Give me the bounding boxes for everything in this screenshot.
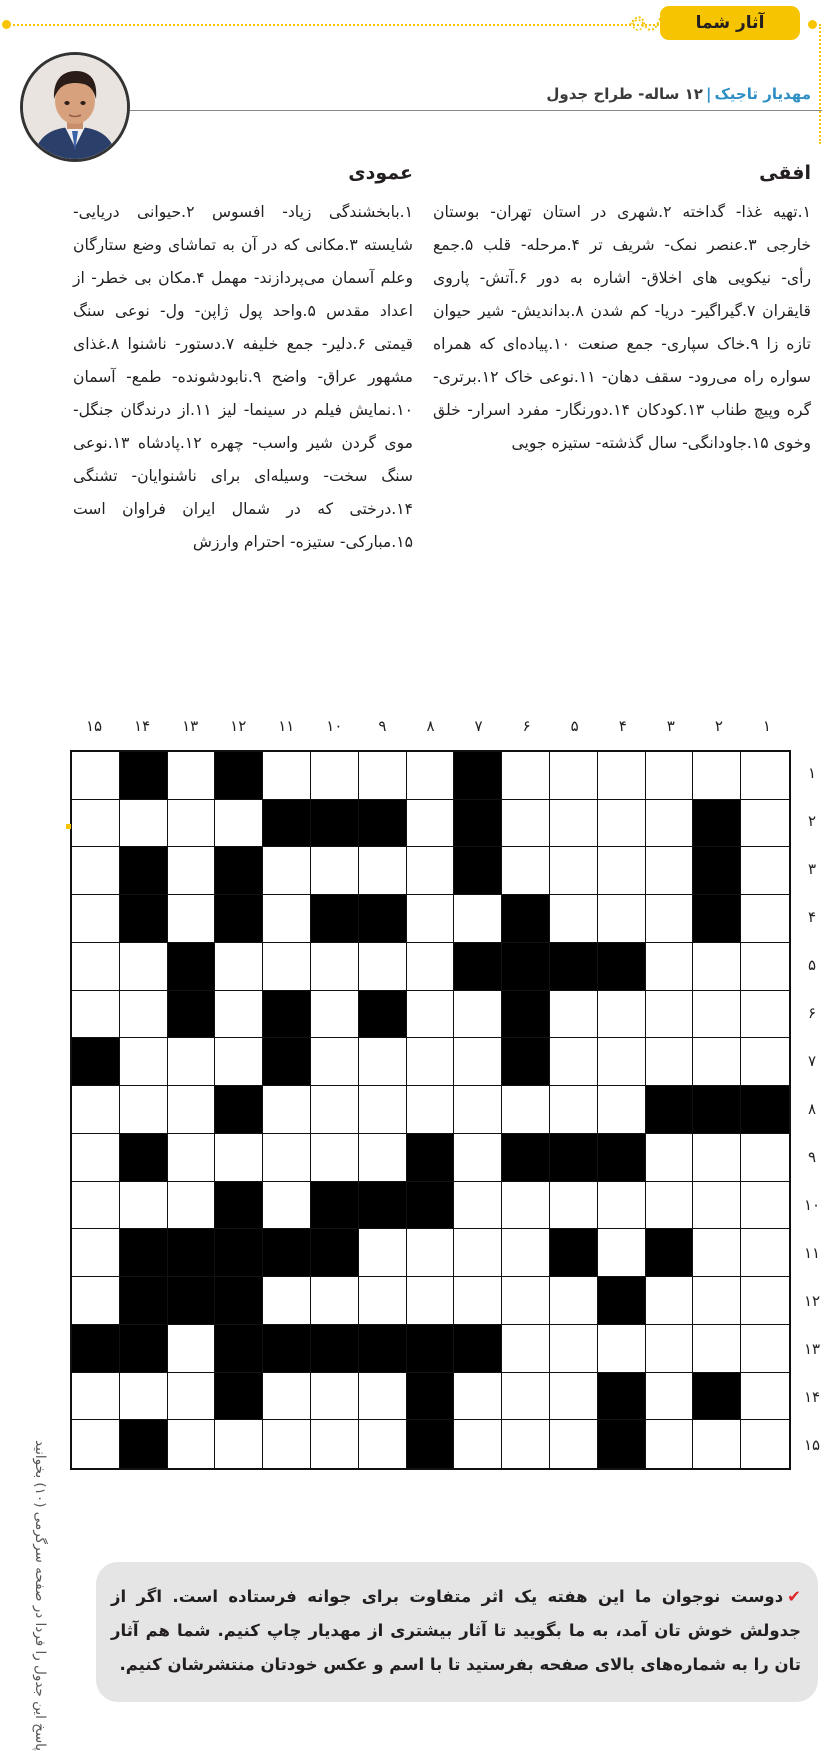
grid-cell-white[interactable] [359, 1277, 407, 1325]
grid-cell-white[interactable] [598, 752, 646, 800]
grid-cell-black [215, 1373, 263, 1421]
grid-cell-black [693, 1086, 741, 1134]
grid-cell-white[interactable] [741, 1325, 789, 1373]
grid-cell-white[interactable] [693, 1134, 741, 1182]
grid-cell-white[interactable] [263, 1134, 311, 1182]
grid-cell-white[interactable] [407, 800, 455, 848]
grid-cell-black [693, 800, 741, 848]
grid-cell-white[interactable] [359, 1038, 407, 1086]
grid-cell-white[interactable] [359, 1420, 407, 1468]
grid-cell-white[interactable] [311, 943, 359, 991]
answer-note [30, 1440, 50, 1751]
author-avatar [20, 52, 130, 162]
grid-cell-black [598, 943, 646, 991]
down-title: عمودی [348, 162, 413, 184]
grid-cell-white[interactable] [168, 1373, 216, 1421]
grid-cell-black [693, 847, 741, 895]
column-number: ۹ [378, 717, 387, 735]
answer-note-text: پاسخ این جدول را فردا در صفحه سرگرمی (۱۰) بخوانید [32, 1440, 48, 1751]
grid-cell-black [72, 1038, 120, 1086]
grid-cell-white[interactable] [646, 1373, 694, 1421]
grid-cell-black [407, 1325, 455, 1373]
grid-cell-white[interactable] [263, 943, 311, 991]
grid-cell-black [215, 1086, 263, 1134]
grid-cell-white[interactable] [311, 1038, 359, 1086]
column-number: ۱۲ [230, 717, 247, 735]
grid-cell-white[interactable] [72, 1134, 120, 1182]
grid-cell-white[interactable] [693, 1420, 741, 1468]
author-caption [546, 85, 811, 103]
grid-cell-black [120, 847, 168, 895]
grid-cell-black [502, 1038, 550, 1086]
grid-cell-white[interactable] [359, 1373, 407, 1421]
grid-cell-black [168, 1277, 216, 1325]
grid-cell-white[interactable] [407, 752, 455, 800]
grid-cell-white[interactable] [168, 847, 216, 895]
grid-cell-white[interactable] [646, 1134, 694, 1182]
grid-cell-black [263, 1229, 311, 1277]
grid-cell-white[interactable] [598, 991, 646, 1039]
down-clues: ۱.بابخشندگی زیاد- افسوس ۲.حیوانی دریایی- شایسته ۳.مکانی که در آن به تماشای وضع ستارگان وعلم آسمان می‌پردازند- مهمل ۴.مکان بی خطر- از اعداد مقدس ۵.واحد پول ژاپن- ول- نوعی سنگ قیمتی ۶.دلیر- جمع خلیفه ۷.دستور- ناشنوا ۸.غذای مشهور عراق- واضح ۹.نابودشونده- طمع- آسمان ۱۰.نمایش فیلم در سینما- لیز ۱۱.از درندگان جنگل- موی گردن شیر واسب- چهره ۱۲.پادشاه ۱۳.نوعی سنگ سخت- وسیله‌ای برای ناشنوایان- تشنگی ۱۴.درختی که در شمال ایران فراوان است ۱۵.مبارکی- ستیزه- احترام وارزش [73, 203, 414, 551]
section-title: آثار شما [695, 13, 765, 33]
grid-cell-white[interactable] [741, 1373, 789, 1421]
grid-cell-white[interactable] [407, 943, 455, 991]
column-number: ۷ [474, 717, 483, 735]
column-number: ۱۰ [326, 717, 343, 735]
grid-cell-white[interactable] [120, 1373, 168, 1421]
grid-cell-white[interactable] [168, 895, 216, 943]
grid-cell-black [215, 1182, 263, 1230]
row-number: ۲ [807, 812, 817, 830]
grid-cell-white[interactable] [263, 895, 311, 943]
grid-cell-white[interactable] [502, 847, 550, 895]
grid-cell-white[interactable] [693, 991, 741, 1039]
author-meta: ۱۲ ساله- طراح جدول [546, 85, 703, 103]
grid-cell-white[interactable] [454, 1182, 502, 1230]
grid-cell-white[interactable] [120, 1086, 168, 1134]
grid-cell-black [120, 1277, 168, 1325]
grid-cell-black [120, 1134, 168, 1182]
column-number: ۲ [714, 717, 723, 735]
grid-cell-black [646, 1229, 694, 1277]
grid-cell-white[interactable] [311, 1420, 359, 1468]
grid-cell-black [311, 1229, 359, 1277]
column-number: ۱۱ [278, 717, 295, 735]
grid-cell-white[interactable] [741, 800, 789, 848]
grid-cell-white[interactable] [311, 991, 359, 1039]
grid-cell-white[interactable] [550, 1420, 598, 1468]
grid-cell-black [263, 800, 311, 848]
grid-cell-black [598, 1373, 646, 1421]
grid-cell-white[interactable] [72, 895, 120, 943]
grid-cell-white[interactable] [598, 847, 646, 895]
grid-cell-white[interactable] [550, 1182, 598, 1230]
grid-cell-white[interactable] [407, 1277, 455, 1325]
grid-cell-black [502, 1134, 550, 1182]
grid-cell-white[interactable] [407, 991, 455, 1039]
grid-cell-white[interactable] [311, 752, 359, 800]
grid-cell-white[interactable] [168, 1086, 216, 1134]
grid-cell-white[interactable] [502, 1086, 550, 1134]
row-number: ۱۳ [803, 1340, 821, 1358]
grid-cell-white[interactable] [454, 1134, 502, 1182]
grid-cell-black [215, 847, 263, 895]
grid-cell-white[interactable] [741, 1134, 789, 1182]
grid-cell-black [454, 943, 502, 991]
grid-cell-white[interactable] [502, 1182, 550, 1230]
header-dotted-vertical [819, 24, 831, 144]
grid-cell-white[interactable] [741, 1229, 789, 1277]
grid-cell-white[interactable] [120, 991, 168, 1039]
grid-cell-white[interactable] [598, 1086, 646, 1134]
row-number: ۶ [807, 1004, 817, 1022]
grid-cell-black [359, 991, 407, 1039]
grid-cell-white[interactable] [646, 1277, 694, 1325]
grid-cell-black [454, 752, 502, 800]
grid-cell-white[interactable] [407, 895, 455, 943]
column-number: ۱۴ [134, 717, 151, 735]
row-number: ۱۵ [803, 1436, 821, 1454]
grid-cell-black [550, 1134, 598, 1182]
avatar-portrait-icon [23, 55, 127, 159]
grid-cell-white[interactable] [550, 752, 598, 800]
grid-cell-black [407, 1373, 455, 1421]
grid-cell-white[interactable] [741, 1420, 789, 1468]
section-title-tab [660, 6, 800, 40]
grid-cell-black [263, 991, 311, 1039]
grid-cell-white[interactable] [550, 847, 598, 895]
grid-cell-white[interactable] [502, 800, 550, 848]
grid-cell-white[interactable] [72, 1373, 120, 1421]
grid-cell-white[interactable] [502, 752, 550, 800]
grid-cell-white[interactable] [741, 1182, 789, 1230]
check-icon: ✔ [787, 1587, 801, 1606]
grid-cell-black [311, 1182, 359, 1230]
grid-cell-white[interactable] [598, 895, 646, 943]
grid-cell-black [215, 1229, 263, 1277]
row-number: ۱۲ [803, 1292, 821, 1310]
grid-cell-white[interactable] [693, 752, 741, 800]
grid-cell-white[interactable] [646, 752, 694, 800]
grid-cell-white[interactable] [215, 1038, 263, 1086]
grid-cell-white[interactable] [359, 943, 407, 991]
grid-cell-white[interactable] [72, 1182, 120, 1230]
grid-cell-white[interactable] [502, 1277, 550, 1325]
grid-cell-white[interactable] [598, 1038, 646, 1086]
header-dotted-rule [8, 24, 663, 26]
row-number: ۹ [807, 1148, 817, 1166]
grid-cell-white[interactable] [359, 1134, 407, 1182]
grid-cell-white[interactable] [407, 1229, 455, 1277]
grid-cell-black [263, 1038, 311, 1086]
grid-cell-black [359, 800, 407, 848]
grid-cell-black [120, 752, 168, 800]
grid-cell-black [120, 1229, 168, 1277]
grid-cell-white[interactable] [646, 1325, 694, 1373]
grid-cell-black [120, 895, 168, 943]
grid-cell-white[interactable] [502, 1420, 550, 1468]
grid-cell-white[interactable] [359, 1086, 407, 1134]
grid-cell-white[interactable] [454, 1277, 502, 1325]
grid-cell-white[interactable] [454, 1038, 502, 1086]
grid-cell-black [741, 1086, 789, 1134]
grid-cell-white[interactable] [72, 1086, 120, 1134]
grid-cell-white[interactable] [550, 1373, 598, 1421]
grid-cell-white[interactable] [741, 1277, 789, 1325]
author-name: مهدیار تاجیک [714, 85, 811, 103]
grid-cell-black [407, 1420, 455, 1468]
grid-cell-white[interactable] [311, 847, 359, 895]
column-number: ۱ [762, 717, 771, 735]
row-number: ۷ [807, 1052, 817, 1070]
grid-cell-black [550, 1229, 598, 1277]
grid-cell-white[interactable] [215, 943, 263, 991]
grid-cell-white[interactable] [263, 1420, 311, 1468]
grid-cell-black [598, 1134, 646, 1182]
grid-cell-black [215, 752, 263, 800]
row-number: ۱۴ [803, 1388, 821, 1406]
grid-cell-white[interactable] [311, 1373, 359, 1421]
grid-cell-white[interactable] [72, 1277, 120, 1325]
grid-cell-white[interactable] [168, 1325, 216, 1373]
grid-cell-white[interactable] [263, 752, 311, 800]
grid-cell-white[interactable] [693, 943, 741, 991]
grid-cell-white[interactable] [311, 1277, 359, 1325]
grid-cell-white[interactable] [646, 1038, 694, 1086]
grid-cell-white[interactable] [72, 991, 120, 1039]
grid-cell-white[interactable] [72, 1229, 120, 1277]
grid-cell-white[interactable] [550, 1086, 598, 1134]
grid-cell-white[interactable] [168, 1134, 216, 1182]
grid-cell-black [359, 1325, 407, 1373]
grid-cell-white[interactable] [168, 800, 216, 848]
grid-cell-white[interactable] [502, 1229, 550, 1277]
grid-cell-white[interactable] [550, 1038, 598, 1086]
grid-cell-white[interactable] [168, 1420, 216, 1468]
grid-cell-white[interactable] [550, 800, 598, 848]
column-number: ۳ [666, 717, 675, 735]
grid-cell-white[interactable] [598, 800, 646, 848]
grid-cell-white[interactable] [215, 800, 263, 848]
grid-cell-white[interactable] [693, 1038, 741, 1086]
grid-cell-white[interactable] [168, 1038, 216, 1086]
column-number: ۴ [618, 717, 627, 735]
grid-cell-white[interactable] [215, 1134, 263, 1182]
row-number: ۱ [807, 764, 817, 782]
across-clues: ۱.تهیه غذا- گداخته ۲.شهری در استان تهران- بوستان خارجی ۳.عنصر نمک- شریف تر ۴.مرحله- قلب ۵.جمع رأی- نیکویی های اخلاق- اشاره به دور ۶.آتش- پاروی قایقران ۷.گیراگیر- دریا- کم شدن ۸.بداندیش- شیر حیوان تازه زا ۹.خاک سپاری- جمع صنعت ۱۰.پیاده‌ای که همراه سواره راه می‌رود- سقف دهان- ۱۱.نوعی خاک ۱۲.برتری- گره وپیچ طناب ۱۳.کودکان ۱۴.دورنگار- مفرد اسرار- خلق وخوی ۱۵.جاودانگی- سال گذشته- ستیزه جویی [433, 203, 812, 452]
grid-cell-white[interactable] [646, 895, 694, 943]
grid-cell-white[interactable] [550, 1277, 598, 1325]
grid-cell-white[interactable] [263, 1086, 311, 1134]
grid-cell-white[interactable] [263, 1373, 311, 1421]
grid-cell-white[interactable] [359, 1229, 407, 1277]
grid-cell-white[interactable] [693, 1229, 741, 1277]
grid-cell-white[interactable] [263, 1182, 311, 1230]
grid-cell-white[interactable] [454, 1420, 502, 1468]
row-number: ۵ [807, 956, 817, 974]
grid-cell-white[interactable] [598, 1325, 646, 1373]
column-number: ۵ [570, 717, 579, 735]
grid-cell-white[interactable] [168, 1182, 216, 1230]
grid-cell-black [454, 800, 502, 848]
grid-cell-white[interactable] [454, 895, 502, 943]
grid-cell-black [502, 991, 550, 1039]
grid-cell-white[interactable] [741, 847, 789, 895]
grid-cell-white[interactable] [263, 1277, 311, 1325]
grid-cell-white[interactable] [72, 800, 120, 848]
author-underline [130, 110, 822, 111]
grid-cell-black [407, 1134, 455, 1182]
grid-cell-white[interactable] [72, 1420, 120, 1468]
across-title: افقی [759, 162, 811, 184]
grid-cell-white[interactable] [646, 1182, 694, 1230]
grid-cell-black [215, 1277, 263, 1325]
grid-cell-black [550, 943, 598, 991]
grid-cell-white[interactable] [407, 1038, 455, 1086]
grid-cell-white[interactable] [454, 1086, 502, 1134]
grid-cell-black [359, 1182, 407, 1230]
message-body: دوست نوجوان ما این هفته یک اثر متفاوت برای جوانه فرستاده است. اگر از جدولش خوش تان آمد، به ما بگویید تا آثار بیشتری از مهدیار چاپ کنیم. شما هم آثار تان را به شماره‌های بالای صفحه بفرستید تا با اسم و عکس خودتان منتشرشان کنیم. [111, 1587, 801, 1674]
grid-cell-black [646, 1086, 694, 1134]
grid-cell-black [311, 800, 359, 848]
grid-cell-white[interactable] [454, 991, 502, 1039]
grid-cell-black [120, 1420, 168, 1468]
grid-cell-white[interactable] [120, 1038, 168, 1086]
row-number: ۳ [807, 860, 817, 878]
grid-cell-white[interactable] [72, 752, 120, 800]
row-number: ۱۱ [803, 1244, 821, 1262]
column-number: ۶ [522, 717, 531, 735]
grid-cell-white[interactable] [693, 1325, 741, 1373]
header-dot-right [808, 20, 817, 29]
grid-cell-black [72, 1325, 120, 1373]
grid-cell-white[interactable] [215, 991, 263, 1039]
grid-cell-white[interactable] [646, 800, 694, 848]
row-number: ۸ [807, 1100, 817, 1118]
grid-cell-black [263, 1325, 311, 1373]
grid-cell-white[interactable] [120, 943, 168, 991]
grid-cell-white[interactable] [407, 1086, 455, 1134]
grid-cell-white[interactable] [263, 847, 311, 895]
row-number: ۴ [807, 908, 817, 926]
grid-cell-white[interactable] [598, 1182, 646, 1230]
grid-cell-black [598, 1420, 646, 1468]
grid-cell-black [502, 895, 550, 943]
grid-cell-white[interactable] [359, 752, 407, 800]
grid-cell-white[interactable] [502, 1325, 550, 1373]
message-text [111, 1580, 801, 1682]
column-number: ۱۳ [182, 717, 199, 735]
grid-cell-black [693, 895, 741, 943]
grid-cell-white[interactable] [741, 1038, 789, 1086]
grid-cell-white[interactable] [741, 752, 789, 800]
grid-cell-black [215, 895, 263, 943]
grid-cell-white[interactable] [72, 943, 120, 991]
grid-cell-white[interactable] [120, 1182, 168, 1230]
grid-cell-white[interactable] [550, 895, 598, 943]
grid-marker [66, 824, 71, 829]
grid-cell-white[interactable] [646, 991, 694, 1039]
grid-cell-black [215, 1325, 263, 1373]
grid-cell-white[interactable] [502, 1373, 550, 1421]
row-number: ۱۰ [803, 1196, 821, 1214]
author-separator: | [705, 85, 712, 103]
grid-cell-black [693, 1373, 741, 1421]
grid-cell-white[interactable] [168, 752, 216, 800]
grid-cell-black [168, 1229, 216, 1277]
crossword-grid [70, 750, 791, 1470]
column-number: ۸ [426, 717, 435, 735]
grid-cell-black [311, 895, 359, 943]
grid-cell-black [120, 1325, 168, 1373]
grid-cell-white[interactable] [407, 847, 455, 895]
grid-cell-white[interactable] [550, 991, 598, 1039]
grid-cell-black [168, 991, 216, 1039]
grid-cell-black [168, 943, 216, 991]
column-number: ۱۵ [85, 717, 103, 735]
grid-cell-white[interactable] [646, 943, 694, 991]
grid-cell-white[interactable] [311, 1086, 359, 1134]
grid-cell-white[interactable] [741, 943, 789, 991]
grid-cell-white[interactable] [72, 847, 120, 895]
grid-cell-white[interactable] [646, 1420, 694, 1468]
grid-cell-white[interactable] [359, 847, 407, 895]
grid-cell-black [502, 943, 550, 991]
grid-cell-white[interactable] [646, 847, 694, 895]
grid-cell-black [311, 1325, 359, 1373]
grid-cell-white[interactable] [454, 1229, 502, 1277]
grid-cell-black [598, 1277, 646, 1325]
grid-cell-white[interactable] [741, 895, 789, 943]
grid-cell-white[interactable] [598, 1229, 646, 1277]
grid-cell-white[interactable] [311, 1134, 359, 1182]
grid-cell-white[interactable] [454, 1373, 502, 1421]
grid-cell-white[interactable] [741, 991, 789, 1039]
grid-cell-black [359, 895, 407, 943]
grid-cell-white[interactable] [215, 1420, 263, 1468]
grid-cell-black [407, 1182, 455, 1230]
grid-cell-white[interactable] [693, 1277, 741, 1325]
grid-cell-white[interactable] [693, 1182, 741, 1230]
grid-cell-white[interactable] [550, 1325, 598, 1373]
grid-cell-black [454, 1325, 502, 1373]
grid-cell-black [454, 847, 502, 895]
grid-cell-white[interactable] [120, 800, 168, 848]
